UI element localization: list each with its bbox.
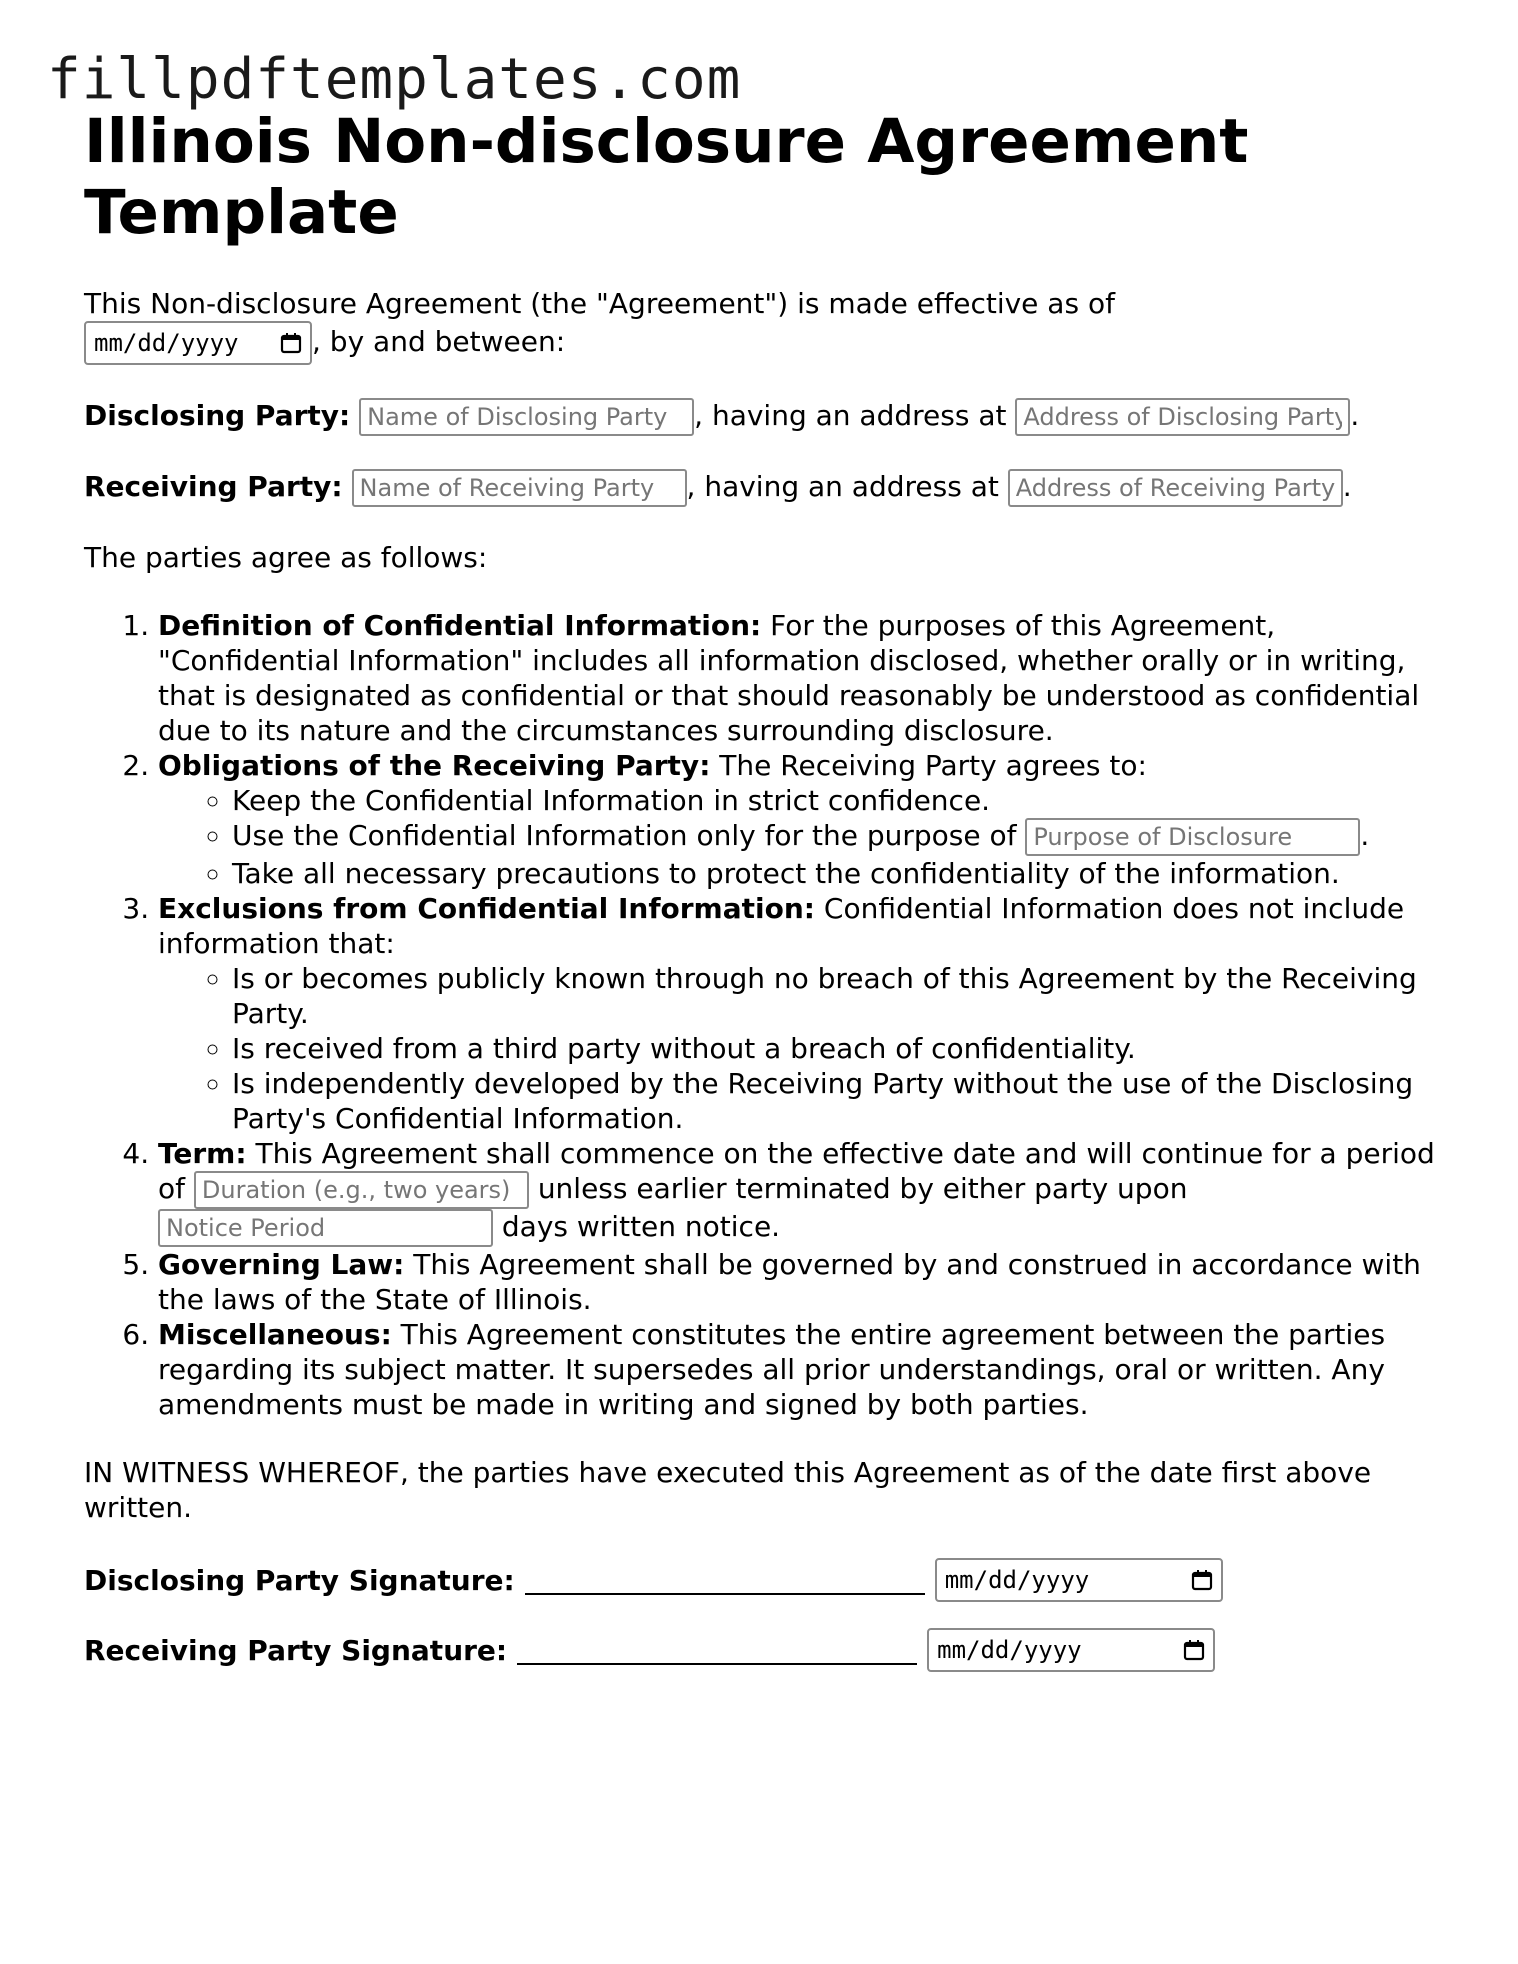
section-definition bbox=[158, 608, 1444, 748]
list-item: ◦ Is or becomes publicly known through no breach of this Agreement by the Receiving Party. bbox=[232, 961, 1444, 1031]
watermark: fillpdftemplates.com bbox=[47, 47, 742, 112]
list-item: ◦ Is independently developed by the Receiving Party without the use of the Disclosing Party's Confidential Information. bbox=[232, 1066, 1444, 1136]
calendar-icon[interactable] bbox=[1183, 1639, 1205, 1661]
duration-input[interactable] bbox=[194, 1171, 529, 1209]
page-title: Illinois Non-disclosure Agreement Template bbox=[84, 106, 1249, 248]
term-text-2: unless earlier terminated by either party upon bbox=[537, 1172, 1188, 1205]
section-governing-law bbox=[158, 1247, 1444, 1317]
purpose-text: Use the Confidential Information only for the purpose of bbox=[232, 819, 1017, 852]
purpose-input[interactable] bbox=[1025, 818, 1360, 856]
section-heading: Definition of Confidential Information: bbox=[158, 609, 762, 642]
section-miscellaneous bbox=[158, 1317, 1444, 1422]
calendar-icon[interactable] bbox=[280, 332, 302, 354]
receiving-signature-line[interactable] bbox=[517, 1635, 917, 1665]
obligations-list bbox=[158, 783, 1444, 891]
intro-paragraph bbox=[84, 286, 1444, 365]
disclosing-party-line bbox=[84, 398, 1444, 436]
notice-period-input[interactable] bbox=[158, 1209, 493, 1247]
disclosing-signature-label: Disclosing Party Signature: bbox=[84, 1563, 515, 1597]
effective-date-input[interactable] bbox=[84, 321, 312, 365]
disclosing-signature-date-input[interactable] bbox=[935, 1558, 1223, 1602]
section-heading: Obligations of the Receiving Party: bbox=[158, 749, 711, 782]
disclosing-address-text: , having an address at bbox=[694, 399, 1007, 432]
receiving-address-text: , having an address at bbox=[686, 470, 999, 503]
term-text-1: This Agreement shall commence on the effective date and will continue for a period of bbox=[158, 1137, 1435, 1205]
section-heading: Term: bbox=[158, 1137, 247, 1170]
list-item: ◦ Take all necessary precautions to protect the confidentiality of the information. bbox=[232, 856, 1444, 891]
section-heading: Exclusions from Confidential Information: bbox=[158, 892, 815, 925]
receiving-end: . bbox=[1342, 470, 1352, 503]
receiving-signature-label: Receiving Party Signature: bbox=[84, 1633, 508, 1667]
receiving-signature-date-input[interactable] bbox=[927, 1628, 1215, 1672]
date-placeholder: mm/dd/yyyy bbox=[937, 1635, 1082, 1664]
section-text: This Agreement shall be governed by and construed in accordance with the laws of the State of Illinois. bbox=[158, 1248, 1421, 1316]
agree-text: The parties agree as follows: bbox=[84, 541, 488, 574]
section-obligations bbox=[158, 748, 1444, 891]
disclosing-signature-line[interactable] bbox=[525, 1565, 925, 1595]
section-term bbox=[158, 1136, 1444, 1247]
effective-date-placeholder: mm/dd/yyyy bbox=[94, 328, 239, 357]
list-item bbox=[232, 818, 1444, 856]
purpose-end: . bbox=[1360, 819, 1370, 852]
section-heading: Governing Law: bbox=[158, 1248, 405, 1281]
section-heading: Miscellaneous: bbox=[158, 1318, 392, 1351]
list-item: ◦ Keep the Confidential Information in strict confidence. bbox=[232, 783, 1444, 818]
disclosing-party-address-input[interactable] bbox=[1015, 398, 1350, 436]
section-text: This Agreement constitutes the entire agreement between the parties regarding its subject matter. It supersedes all prior understandings, oral or written. Any amendments must be made in writing and signed by both parties. bbox=[158, 1318, 1386, 1421]
term-text-3: days written notice. bbox=[501, 1210, 781, 1243]
witness-text: IN WITNESS WHEREOF, the parties have executed this Agreement as of the date first above written. bbox=[84, 1456, 1372, 1524]
receiving-signature-row bbox=[84, 1628, 1444, 1672]
section-text: The Receiving Party agrees to: bbox=[719, 749, 1147, 782]
exclusions-list bbox=[158, 961, 1444, 1136]
intro-text: This Non-disclosure Agreement (the "Agreement") is made effective as of bbox=[84, 287, 1115, 320]
receiving-party-label: Receiving Party: bbox=[84, 470, 343, 503]
section-text: For the purposes of this Agreement, "Confidential Information" includes all information disclosed, whether orally or in writing, that is designated as confidential or that should reasonably be understood as confidential due to its nature and the circumstances surrounding disclosure. bbox=[158, 609, 1420, 747]
calendar-icon[interactable] bbox=[1191, 1569, 1213, 1591]
date-placeholder: mm/dd/yyyy bbox=[944, 1565, 1090, 1594]
receiving-party-name-input[interactable] bbox=[352, 469, 687, 507]
disclosing-end: . bbox=[1350, 399, 1360, 432]
terms-list bbox=[84, 608, 1444, 1422]
section-text: Confidential Information does not include information that: bbox=[158, 892, 1405, 960]
receiving-party-line bbox=[84, 469, 1444, 507]
document bbox=[84, 106, 1444, 1698]
list-item: ◦ Is received from a third party without a breach of confidentiality. bbox=[232, 1031, 1444, 1066]
section-exclusions bbox=[158, 891, 1444, 1136]
disclosing-signature-row bbox=[84, 1558, 1444, 1602]
disclosing-party-label: Disclosing Party: bbox=[84, 399, 351, 432]
receiving-party-address-input[interactable] bbox=[1008, 469, 1343, 507]
intro-text-after: , by and between: bbox=[312, 325, 566, 358]
disclosing-party-name-input[interactable] bbox=[359, 398, 694, 436]
